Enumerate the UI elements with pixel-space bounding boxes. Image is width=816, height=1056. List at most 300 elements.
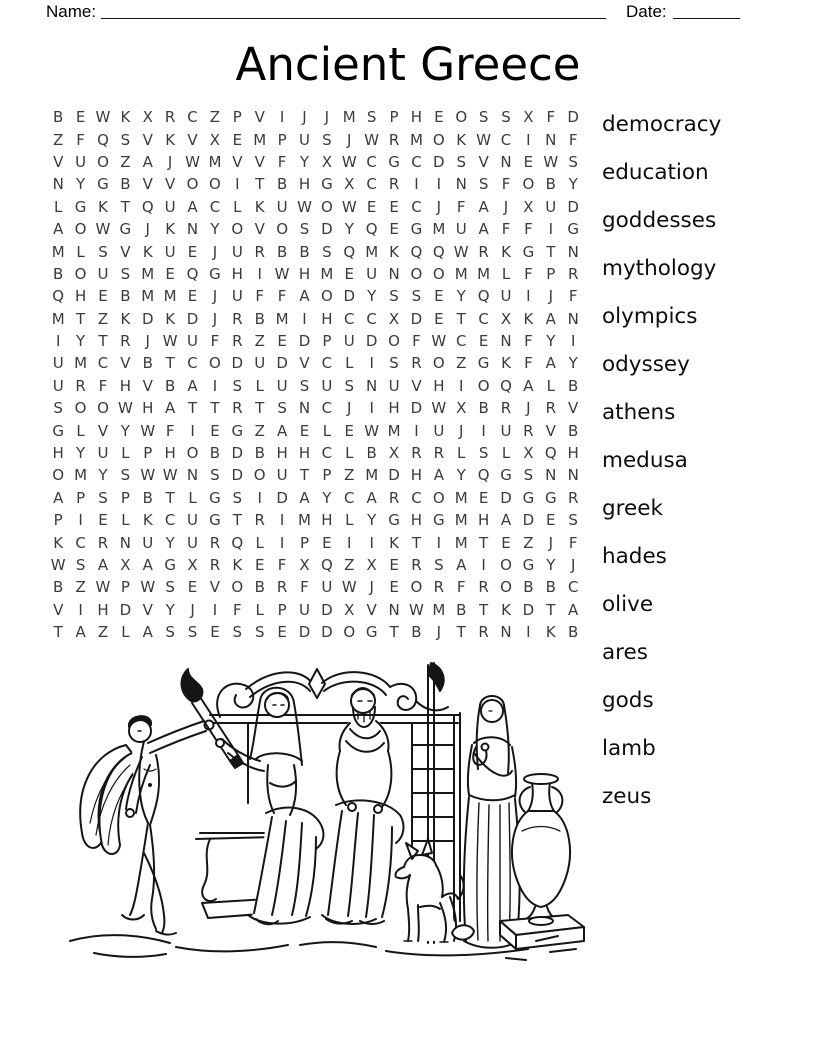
grid-cell: I <box>369 354 374 373</box>
grid-cell: W <box>162 332 178 351</box>
grid-cell: Y <box>456 287 466 306</box>
grid-cell: D <box>321 220 333 239</box>
grid-cell: Z <box>120 152 131 171</box>
grid-cell: D <box>567 108 579 127</box>
grid-cell: K <box>501 242 511 261</box>
grid-cell: J <box>503 197 509 216</box>
grid-cell: S <box>232 376 243 395</box>
grid-cell: S <box>165 578 175 597</box>
grid-cell: A <box>142 556 153 574</box>
grid-cell: N <box>388 600 400 619</box>
grid-cell: W <box>453 242 469 261</box>
grid-cell: L <box>345 444 354 463</box>
grid-cell: T <box>165 354 175 373</box>
grid-cell: X <box>388 309 400 328</box>
grid-cell: D <box>388 466 400 485</box>
grid-cell: O <box>276 220 288 239</box>
grid-cell: M <box>298 511 311 530</box>
grid-cell: P <box>299 533 310 552</box>
grid-cell: S <box>434 556 444 574</box>
grid-cell: I <box>526 287 531 306</box>
grid-cell: L <box>121 511 130 530</box>
word-list-item: goddesses <box>602 208 717 233</box>
grid-cell: D <box>567 197 579 216</box>
grid-cell: W <box>117 399 133 418</box>
grid-cell: K <box>165 309 176 328</box>
grid-cell: L <box>345 511 354 530</box>
grid-cell: R <box>545 399 556 418</box>
grid-cell: V <box>411 376 422 395</box>
grid-cell: T <box>255 399 265 418</box>
grid-cell: L <box>501 444 511 463</box>
grid-cell: O <box>522 175 535 194</box>
grid-cell: Z <box>254 421 265 440</box>
grid-cell: B <box>411 623 422 642</box>
grid-cell: T <box>98 332 108 351</box>
grid-cell: C <box>411 152 422 171</box>
grid-cell: I <box>78 511 83 530</box>
grid-cell: K <box>142 511 153 530</box>
grid-cell: W <box>476 130 492 149</box>
grid-cell: C <box>366 309 377 328</box>
grid-cell: A <box>568 600 579 619</box>
word-list-item: greek <box>602 496 663 521</box>
grid-cell: D <box>276 488 288 507</box>
grid-cell: F <box>501 175 511 194</box>
grid-cell: O <box>186 444 199 463</box>
grid-cell: U <box>433 421 445 440</box>
grid-cell: L <box>255 533 264 552</box>
grid-cell: O <box>432 354 445 373</box>
grid-cell: R <box>232 309 243 328</box>
grid-cell: O <box>432 130 445 149</box>
grid-cell: R <box>523 421 534 440</box>
word-list-item: olympics <box>602 304 698 329</box>
grid-cell: R <box>388 488 400 507</box>
grid-cell: U <box>142 533 154 552</box>
grid-cell: J <box>167 152 173 171</box>
grid-cell: B <box>366 444 377 463</box>
grid-cell: J <box>548 287 553 306</box>
grid-cell: J <box>302 108 307 127</box>
grid-cell: U <box>231 242 243 261</box>
grid-cell: Q <box>477 466 490 485</box>
date-blank-line <box>673 2 740 19</box>
grid-cell: F <box>568 130 578 149</box>
grid-cell: M <box>454 533 468 552</box>
grid-cell: A <box>97 556 109 574</box>
grid-cell: A <box>53 220 64 239</box>
grid-cell: Q <box>52 287 65 306</box>
grid-cell: O <box>320 197 333 216</box>
grid-cell: Q <box>432 242 445 261</box>
grid-cell: Z <box>97 309 109 328</box>
grid-cell: X <box>456 399 467 418</box>
grid-cell: S <box>75 556 86 574</box>
grid-cell: X <box>523 444 534 463</box>
grid-cell: N <box>119 533 131 552</box>
grid-cell: F <box>501 220 511 239</box>
grid-cell: G <box>433 511 445 530</box>
grid-cell: Y <box>568 175 578 194</box>
grid-cell: L <box>255 600 264 619</box>
grid-cell: A <box>500 511 512 530</box>
grid-cell: E <box>389 556 399 574</box>
grid-cell: A <box>187 376 198 395</box>
grid-cell: H <box>410 511 423 530</box>
grid-cell: C <box>344 488 355 507</box>
grid-cell: O <box>410 264 423 283</box>
grid-cell: L <box>546 376 555 395</box>
grid-cell: T <box>546 242 556 261</box>
grid-cell: H <box>164 444 176 463</box>
grid-cell: I <box>548 220 553 239</box>
word-list-item: lamb <box>602 736 656 761</box>
grid-cell: T <box>389 623 399 642</box>
grid-cell: I <box>279 511 285 530</box>
grid-cell: O <box>500 578 512 597</box>
grid-cell: V <box>120 354 131 373</box>
grid-cell: H <box>276 444 288 463</box>
grid-cell: N <box>186 220 199 239</box>
grid-cell: E <box>299 421 310 440</box>
grid-cell: I <box>526 130 531 149</box>
grid-cell: U <box>164 197 176 216</box>
grid-cell: I <box>212 600 218 619</box>
grid-cell: A <box>142 623 153 642</box>
grid-cell: M <box>74 466 88 485</box>
grid-cell: X <box>209 130 221 149</box>
grid-cell: U <box>500 421 512 440</box>
grid-cell: O <box>388 332 400 351</box>
grid-cell: M <box>477 264 491 283</box>
grid-cell: L <box>233 197 242 216</box>
grid-cell: H <box>52 444 64 463</box>
grid-cell: S <box>322 130 332 149</box>
page-title: Ancient Greece <box>235 38 581 91</box>
grid-cell: E <box>434 309 444 328</box>
grid-cell: W <box>140 466 156 485</box>
grid-cell: I <box>190 421 195 440</box>
grid-cell: G <box>231 421 244 440</box>
letter-grid <box>47 106 584 643</box>
grid-cell: A <box>165 399 176 418</box>
grid-cell: I <box>414 421 419 440</box>
grid-cell: S <box>187 623 198 642</box>
grid-cell: S <box>254 623 265 642</box>
grid-cell: C <box>75 533 86 552</box>
grid-cell: F <box>524 354 533 373</box>
grid-cell: K <box>523 309 534 328</box>
grid-cell: G <box>522 556 535 574</box>
grid-cell: Y <box>546 332 556 351</box>
grid-cell: O <box>253 466 266 485</box>
grid-cell: V <box>142 376 153 395</box>
grid-cell: I <box>369 399 374 418</box>
grid-cell: R <box>75 376 86 395</box>
word-list-item: olive <box>602 592 654 617</box>
grid-cell: W <box>431 332 447 351</box>
grid-cell: Q <box>544 444 557 463</box>
grid-cell: S <box>277 399 287 418</box>
grid-cell: P <box>232 108 242 127</box>
grid-cell: G <box>388 152 400 171</box>
grid-cell: F <box>98 376 108 395</box>
grid-cell: I <box>78 600 83 619</box>
grid-cell: M <box>365 466 379 485</box>
grid-cell: A <box>276 421 288 440</box>
grid-cell: U <box>343 332 355 351</box>
grid-cell: B <box>456 600 467 619</box>
grid-cell: O <box>410 578 423 597</box>
grid-cell: G <box>119 220 132 239</box>
grid-cell: M <box>409 130 423 149</box>
grid-cell: H <box>388 399 400 418</box>
grid-cell: E <box>478 488 489 507</box>
grid-cell: B <box>209 444 221 463</box>
grid-cell: G <box>500 466 512 485</box>
grid-cell: S <box>501 108 511 127</box>
grid-cell: T <box>232 511 242 530</box>
grid-cell: R <box>500 399 512 418</box>
grid-cell: J <box>436 623 442 642</box>
grid-cell: D <box>276 354 288 373</box>
grid-cell: V <box>142 130 153 149</box>
grid-cell: M <box>163 287 177 306</box>
grid-cell: A <box>456 556 467 574</box>
grid-cell: E <box>434 108 444 127</box>
grid-cell: V <box>142 600 153 619</box>
grid-cell: V <box>232 152 243 171</box>
grid-cell: P <box>322 332 332 351</box>
grid-cell: B <box>299 242 310 261</box>
grid-cell: V <box>142 175 153 194</box>
grid-cell: I <box>570 332 576 351</box>
grid-cell: N <box>455 175 467 194</box>
grid-cell: O <box>186 175 199 194</box>
grid-cell: X <box>142 108 153 127</box>
grid-cell: Y <box>210 220 220 239</box>
grid-cell: J <box>526 399 531 418</box>
grid-cell: D <box>141 309 154 328</box>
grid-cell: A <box>142 152 153 171</box>
grid-cell: S <box>344 376 355 395</box>
grid-cell: O <box>209 175 221 194</box>
grid-cell: N <box>545 466 557 485</box>
grid-cell: B <box>523 578 534 597</box>
grid-cell: D <box>522 511 535 530</box>
grid-cell: S <box>523 466 534 485</box>
grid-cell: B <box>53 264 64 283</box>
grid-cell: E <box>344 264 355 283</box>
grid-cell: S <box>232 488 243 507</box>
grid-cell: V <box>254 220 265 239</box>
grid-cell: K <box>254 197 265 216</box>
grid-cell: V <box>97 421 109 440</box>
grid-cell: U <box>254 354 266 373</box>
grid-cell: S <box>120 466 131 485</box>
grid-cell: C <box>321 354 333 373</box>
grid-cell: U <box>299 600 310 619</box>
grid-cell: A <box>299 488 310 507</box>
grid-cell: A <box>523 376 534 395</box>
grid-cell: C <box>97 354 109 373</box>
grid-cell: D <box>231 444 244 463</box>
grid-cell: N <box>500 332 512 351</box>
grid-cell: W <box>95 108 111 127</box>
grid-cell: B <box>165 376 176 395</box>
word-list-item: zeus <box>602 784 652 809</box>
grid-cell: S <box>322 242 332 261</box>
grid-cell: Y <box>98 466 108 485</box>
grid-cell: Q <box>186 264 199 283</box>
grid-cell: P <box>53 511 63 530</box>
word-list <box>602 112 721 832</box>
grid-cell: R <box>209 556 221 574</box>
grid-cell: J <box>190 600 195 619</box>
grid-cell: M <box>342 108 356 127</box>
word-list-item: mythology <box>602 256 717 281</box>
grid-cell: A <box>478 220 489 239</box>
grid-cell: M <box>320 264 334 283</box>
grid-cell: W <box>140 578 156 597</box>
grid-cell: I <box>526 623 531 642</box>
grid-cell: W <box>95 220 111 239</box>
grid-cell: R <box>97 533 109 552</box>
grid-cell: V <box>53 152 64 171</box>
grid-cell: H <box>97 600 109 619</box>
grid-cell: W <box>341 578 357 597</box>
grid-cell: B <box>120 287 131 306</box>
grid-cell: H <box>410 108 423 127</box>
grid-cell: M <box>275 309 289 328</box>
grid-cell: B <box>568 376 579 395</box>
grid-cell: U <box>187 511 199 530</box>
grid-cell: W <box>364 421 380 440</box>
grid-cell: K <box>545 623 556 642</box>
greek-gods-drawing <box>60 653 590 963</box>
word-list-item: education <box>602 160 709 185</box>
grid-cell: K <box>389 533 399 552</box>
grid-cell: V <box>366 600 377 619</box>
grid-cell: J <box>145 220 150 239</box>
grid-cell: F <box>277 287 287 306</box>
grid-cell: E <box>165 264 175 283</box>
grid-cell: C <box>366 152 377 171</box>
grid-cell: N <box>567 309 579 328</box>
word-list-item: democracy <box>602 112 722 137</box>
grid-cell: I <box>481 556 486 574</box>
grid-cell: K <box>501 354 511 373</box>
grid-cell: N <box>52 175 64 194</box>
word-list-item: gods <box>602 688 654 713</box>
grid-cell: H <box>321 309 333 328</box>
grid-cell: O <box>97 399 109 418</box>
word-list-item: ares <box>602 640 648 665</box>
grid-cell: F <box>233 600 242 619</box>
grid-cell: R <box>567 488 579 507</box>
grid-cell: Q <box>231 533 244 552</box>
grid-cell: T <box>479 600 489 619</box>
grid-cell: S <box>120 264 131 283</box>
grid-cell: J <box>436 197 442 216</box>
grid-cell: C <box>411 488 422 507</box>
grid-cell: C <box>321 444 333 463</box>
grid-cell: D <box>522 600 535 619</box>
grid-cell: J <box>145 332 150 351</box>
grid-cell: Y <box>120 421 130 440</box>
grid-cell: I <box>347 533 352 552</box>
grid-cell: O <box>209 354 221 373</box>
grid-cell: O <box>74 399 87 418</box>
grid-cell: L <box>457 444 466 463</box>
grid-cell: F <box>568 287 578 306</box>
grid-cell: S <box>568 511 578 530</box>
grid-cell: E <box>187 242 198 261</box>
grid-cell: I <box>369 533 374 552</box>
date-label: Date: <box>626 2 667 21</box>
grid-cell: A <box>53 488 64 507</box>
grid-cell: S <box>98 242 108 261</box>
grid-cell: E <box>478 332 489 351</box>
grid-cell: U <box>97 264 109 283</box>
grid-cell: J <box>212 309 218 328</box>
name-blank-line <box>101 2 606 19</box>
grid-cell: A <box>545 354 556 373</box>
grid-cell: G <box>74 197 87 216</box>
grid-cell: F <box>165 421 175 440</box>
grid-cell: E <box>523 152 534 171</box>
grid-cell: C <box>187 108 198 127</box>
grid-cell: F <box>76 130 85 149</box>
grid-cell: F <box>277 152 287 171</box>
grid-cell: K <box>98 197 108 216</box>
grid-cell: R <box>478 623 489 642</box>
grid-cell: X <box>523 197 534 216</box>
grid-cell: Q <box>365 220 378 239</box>
grid-cell: S <box>232 623 243 642</box>
grid-cell: O <box>231 578 244 597</box>
grid-cell: V <box>187 130 198 149</box>
grid-cell: T <box>456 309 466 328</box>
grid-cell: D <box>186 309 199 328</box>
grid-cell: I <box>481 421 486 440</box>
grid-cell: N <box>500 152 512 171</box>
grid-cell: H <box>119 376 131 395</box>
grid-cell: W <box>543 152 559 171</box>
grid-cell: M <box>454 511 468 530</box>
grid-cell: A <box>366 488 377 507</box>
grid-cell: U <box>276 466 288 485</box>
grid-cell: K <box>456 130 467 149</box>
grid-cell: J <box>369 578 374 597</box>
grid-cell: C <box>209 197 221 216</box>
grid-cell: K <box>232 556 243 574</box>
grid-cell: N <box>545 130 557 149</box>
grid-cell: T <box>210 399 220 418</box>
grid-cell: E <box>254 556 265 574</box>
grid-cell: A <box>75 623 86 642</box>
grid-cell: W <box>50 556 66 574</box>
grid-cell: N <box>500 623 512 642</box>
grid-cell: J <box>570 556 576 574</box>
grid-cell: G <box>209 264 221 283</box>
grid-cell: F <box>524 264 533 283</box>
grid-cell: K <box>389 242 399 261</box>
grid-cell: S <box>299 376 310 395</box>
grid-cell: B <box>142 354 153 373</box>
grid-cell: V <box>299 354 310 373</box>
